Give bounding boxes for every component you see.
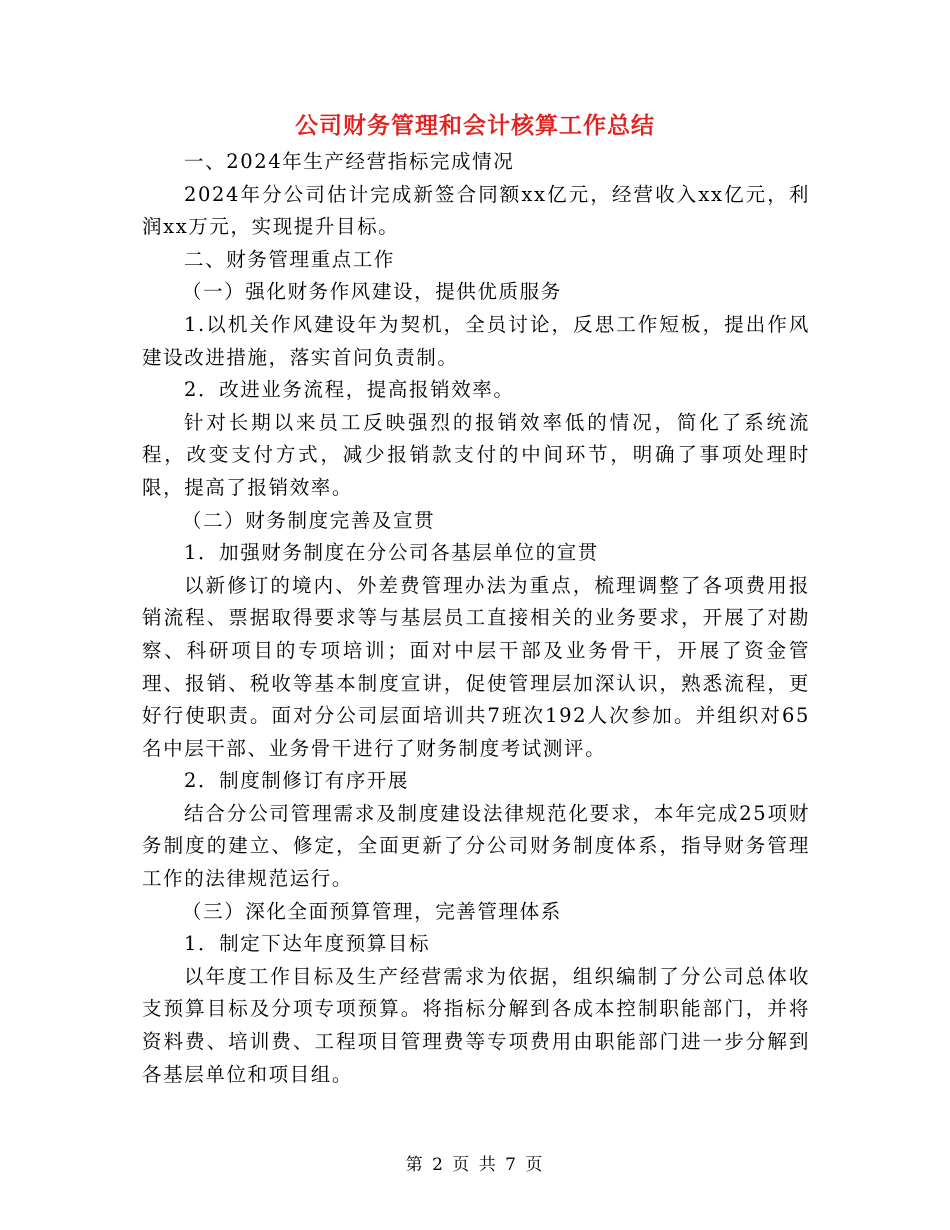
paragraph: 2．改进业务流程，提高报销效率。 xyxy=(184,378,515,402)
paragraph: 1．加强财务制度在分公司各基层单位的宣贯 xyxy=(184,541,599,565)
paragraph: 2．制度制修订有序开展 xyxy=(184,769,410,793)
paragraph: 以新修订的境内、外差费管理办法为重点，梳理调整了各项费用报销流程、票据取得要求等与基层员工直接相关的业务要求，开展了对勘察、科研项目的专项培训；面对中层干部及业务骨干，开展了资金管理、报销、税收等基本制度宣讲，促使管理层加深认识，熟悉流程，更好行使职责。面对分公司层面培训共7班次192人次参加。并组织对65名中层干部、业务骨干进行了财务制度考试测评。 xyxy=(142,573,810,760)
subsection-heading-1: （一）强化财务作风建设，提供优质服务 xyxy=(182,280,562,304)
paragraph: 1.以机关作风建设年为契机，全员讨论，反思工作短板，提出作风建设改进措施，落实首问负责制。 xyxy=(142,312,810,369)
document-body xyxy=(142,146,810,1091)
paragraph: 1．制定下达年度预算目标 xyxy=(184,932,431,956)
document-title: 公司财务管理和会计核算工作总结 xyxy=(295,112,655,139)
paragraph: 针对长期以来员工反映强烈的报销效率低的情况，简化了系统流程，改变支付方式，减少报销款支付的中间环节，明确了事项处理时限，提高了报销效率。 xyxy=(142,410,810,499)
paragraph: 2024年分公司估计完成新签合同额xx亿元，经营收入xx亿元，利润xx万元，实现提升目标。 xyxy=(142,182,810,239)
page-footer: 第 2 页 共 7 页 xyxy=(405,1155,545,1175)
paragraph: 结合分公司管理需求及制度建设法律规范化要求，本年完成25项财务制度的建立、修定，全面更新了分公司财务制度体系，指导财务管理工作的法律规范运行。 xyxy=(142,801,810,891)
paragraph: 以年度工作目标及生产经营需求为依据，组织编制了分公司总体收支预算目标及分项专项预算。将指标分解到各成本控制职能部门，并将资料费、培训费、工程项目管理费等专项费用由职能部门进一步分解到各基层单位和项目组。 xyxy=(142,964,810,1086)
subsection-heading-3: （三）深化全面预算管理，完善管理体系 xyxy=(182,899,562,923)
subsection-heading-2: （二）财务制度完善及宣贯 xyxy=(182,508,436,532)
section-heading-1: 一、2024年生产经营指标完成情况 xyxy=(184,150,515,173)
section-heading-2: 二、财务管理重点工作 xyxy=(184,247,396,271)
